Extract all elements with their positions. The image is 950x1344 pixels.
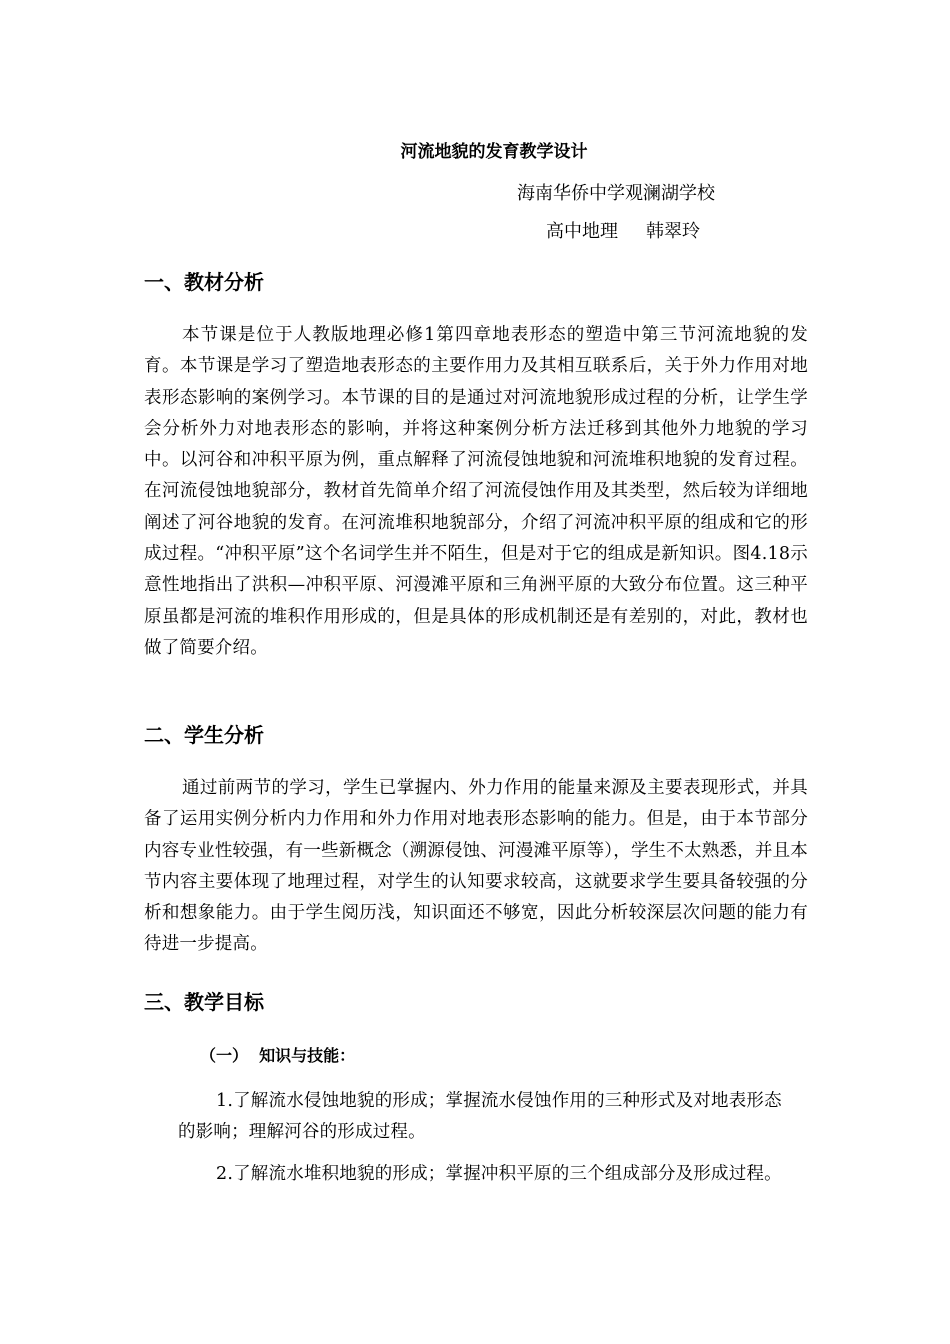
section-paragraph-textbook-analysis: 本节课是位于人教版地理必修1第四章地表形态的塑造中第三节河流地貌的发育。本节课是学习了塑造地表形态的主要作用力及其相互联系后，关于外力作用对地表形态影响的案例学习。本节课的目的是通过对河流地貌形成过程的分析，让学生学会分析外力对地表形态的影响，并将这种案例分析方法迁移到其他外力地貌的学习中。以河谷和冲积平原为例，重点解释了河流侵蚀地貌和河流堆积地貌的发育过程。在河流侵蚀地貌部分，教材首先简单介绍了河流侵蚀作用及其类型，然后较为详细地阐述了河谷地貌的发育。在河流堆积地貌部分，介绍了河流冲积平原的组成和它的形成过程。“冲积平原”这个名词学生并不陌生，但是对于它的组成是新知识。图4.18示意性地指出了洪积—冲积平原、河漫滩平原和三角洲平原的大致分布位置。这三种平原虽都是河流的堆积作用形成的，但是具体的形成机制还是有差别的，对此，教材也做了简要介绍。 bbox=[144, 325, 808, 658]
subject-label: 高中地理 bbox=[546, 221, 618, 242]
author-name: 韩翠玲 bbox=[646, 221, 700, 242]
section-heading-student-analysis: 二、学生分析 bbox=[144, 723, 264, 747]
section-heading-textbook-analysis: 一、教材分析 bbox=[144, 270, 264, 294]
list-item: 1.了解流水侵蚀地貌的形成；掌握流水侵蚀作用的三种形式及对地表形态的影响；理解河谷的形成过程。 bbox=[178, 1091, 782, 1142]
document-title: 河流地貌的发育教学设计 bbox=[400, 142, 588, 162]
section-heading-teaching-objectives: 三、教学目标 bbox=[144, 990, 264, 1014]
list-item: 2.了解流水堆积地貌的形成；掌握冲积平原的三个组成部分及形成过程。 bbox=[216, 1164, 782, 1184]
subheading-knowledge-skills: （一） 知识与技能： bbox=[200, 1046, 356, 1065]
author-line bbox=[546, 219, 700, 245]
school-name: 海南华侨中学观澜湖学校 bbox=[517, 183, 715, 204]
section-paragraph-student-analysis: 通过前两节的学习，学生已掌握内、外力作用的能量来源及主要表现形式，并具备了运用实例分析内力作用和外力作用对地表形态影响的能力。但是，由于本节部分内容专业性较强，有一些新概念（溯源侵蚀、河漫滩平原等），学生不太熟悉，并且本节内容主要体现了地理过程，对学生的认知要求较高，这就要求学生要具备较强的分析和想象能力。由于学生阅历浅，知识面还不够宽，因此分析较深层次问题的能力有待进一步提高。 bbox=[144, 778, 808, 955]
